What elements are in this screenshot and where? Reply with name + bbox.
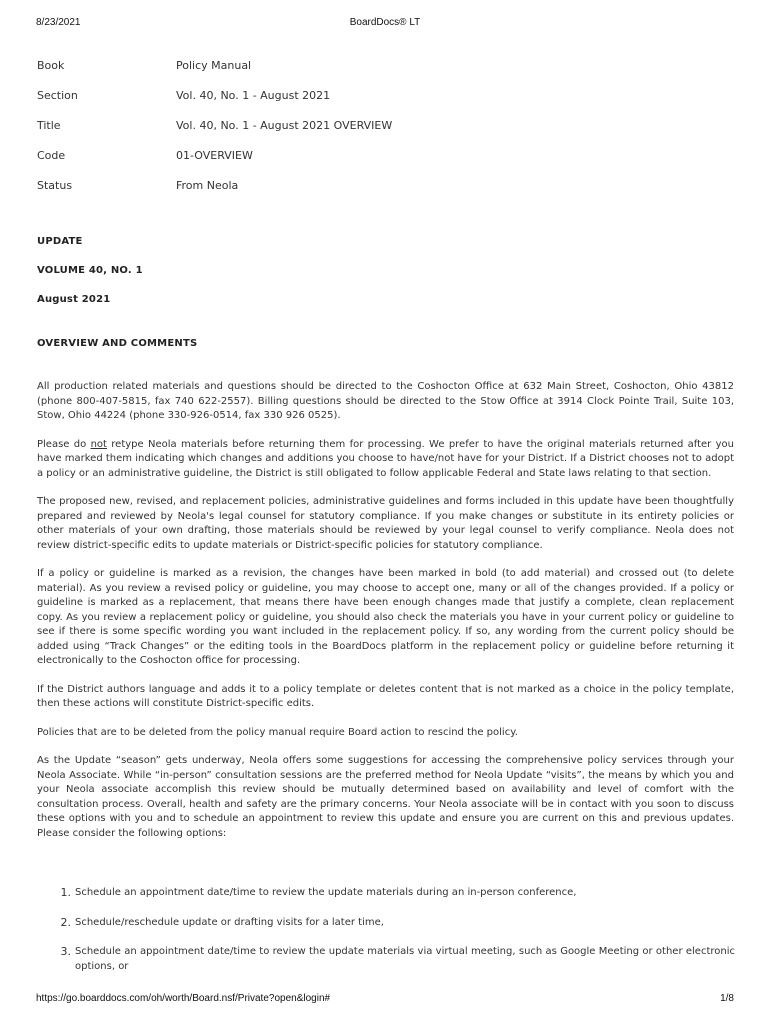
meta-value: From Neola <box>176 179 239 192</box>
paragraph-deletions: Policies that are to be deleted from the policy manual require Board action to rescind the policy. <box>37 726 518 738</box>
meta-row-code <box>37 148 737 178</box>
print-footer <box>0 993 770 1007</box>
paragraph-revisions: If a policy or guideline is marked as a revision, the changes have been marked in bold (to add material) and crossed out (to delete material). As you review a revised policy or guideline, you may choose to accept one, many or all of the changes provided. If a policy or guideline is marked as a replacement, that means there have been enough changes made that justify a complete, clean replacement copy. As you review a replacement policy or guideline, you should also check the materials you have in your current policy or guideline to see if there is some specific wording you want included in the replacement policy. If so, any wording from the current policy should be added using “Track Changes” or the editing tools in the BoardDocs platform in the replacement policy or guideline before returning it electronically to the Coshocton office for processing. <box>37 568 734 666</box>
meta-label: Status <box>37 179 73 192</box>
page-number: 1/8 <box>720 993 734 1004</box>
print-url: https://go.boarddocs.com/oh/worth/Board.nsf/Private?open&login# <box>36 993 331 1004</box>
meta-label: Title <box>37 119 61 132</box>
paragraph-contacts: All production related materials and questions should be directed to the Coshocton Office at 632 Main Street, Coshocton, Ohio 43812 (phone 800-407-5815, fax 740 622-2557). Billing questions should be directed to the Stow Office at 3914 Clock Pointe Trail, Suite 103, Stow, Ohio 44224 (phone 330-926-0514, fax 330 926 0525). <box>37 381 734 421</box>
list-number: 2. <box>60 915 71 929</box>
meta-value: Vol. 40, No. 1 - August 2021 <box>176 89 331 102</box>
volume-heading: VOLUME 40, NO. 1 <box>37 265 143 276</box>
policy-metadata <box>37 58 737 208</box>
meta-row-title <box>37 118 737 148</box>
meta-value: Vol. 40, No. 1 - August 2021 OVERVIEW <box>176 119 393 132</box>
paragraph-retype: Please do not retype Neola materials before returning them for processing. We prefer to have the original materials returned after you have marked them indicating which changes and additions you choose to have/not have for your District. If a District chooses not to adopt a policy or an administrative guideline, the District is still obligated to follow applicable Federal and State laws relating to that section. <box>37 438 734 479</box>
meta-row-status <box>37 178 737 208</box>
list-text: Schedule an appointment date/time to review the update materials via virtual meeting, such as Google Meeting or other electronic options, or <box>75 946 735 972</box>
print-date: 8/23/2021 <box>36 17 81 28</box>
meta-value: Policy Manual <box>176 59 252 72</box>
emphasis-not: not <box>90 438 107 450</box>
list-item <box>55 945 735 974</box>
print-header <box>0 17 770 31</box>
meta-label: Code <box>37 149 66 162</box>
meta-row-section <box>37 88 737 118</box>
list-item <box>55 916 735 931</box>
update-heading: UPDATE <box>37 236 83 247</box>
list-number: 1. <box>60 886 71 899</box>
paragraph-district-edits: If the District authors language and adds it to a policy template or deletes content that is not marked as a choice in the policy template, then these actions will constitute District-specific edits. <box>37 683 734 709</box>
document-body <box>37 380 734 855</box>
paragraph-update-season: As the Update “season” gets underway, Neola offers some suggestions for accessing the comprehensive policy services through your Neola Associate. While “in-person” consultation sessions are the preferred method for Neola Update “visits”, the means by which you and your Neola associate accomplish this review should be mutually determined based on availability and level of comfort with the consultation process. Overall, health and safety are the primary concerns. Your Neola associate will be in contact with you soon to discuss these options with you and to schedule an appointment to review this update and ensure you are current on this and previous updates. Please consider the following options: <box>37 755 734 839</box>
date-heading: August 2021 <box>37 294 111 305</box>
options-list <box>55 886 735 989</box>
print-app-title: BoardDocs® LT <box>349 17 421 28</box>
list-item <box>55 886 735 901</box>
list-text: Schedule/reschedule update or drafting visits for a later time, <box>75 916 384 928</box>
meta-label: Book <box>37 59 65 72</box>
meta-row-book <box>37 58 737 88</box>
meta-value: 01-OVERVIEW <box>176 149 253 162</box>
list-number: 3. <box>60 945 71 958</box>
meta-label: Section <box>37 89 78 102</box>
paragraph-legal-review: The proposed new, revised, and replacement policies, administrative guidelines and forms included in this update have been thoughtfully prepared and reviewed by Neola's legal counsel for statutory compliance. If you make changes or substitute in its entirety policies or other materials of your own drafting, those materials should be reviewed by your legal counsel to verify compliance. Neola does not review district-specific edits to update materials or District-specific policies for statutory compliance. <box>37 496 734 551</box>
list-text: Schedule an appointment date/time to review the update materials during an in-person conference, <box>75 887 577 898</box>
overview-heading: OVERVIEW AND COMMENTS <box>37 338 198 349</box>
